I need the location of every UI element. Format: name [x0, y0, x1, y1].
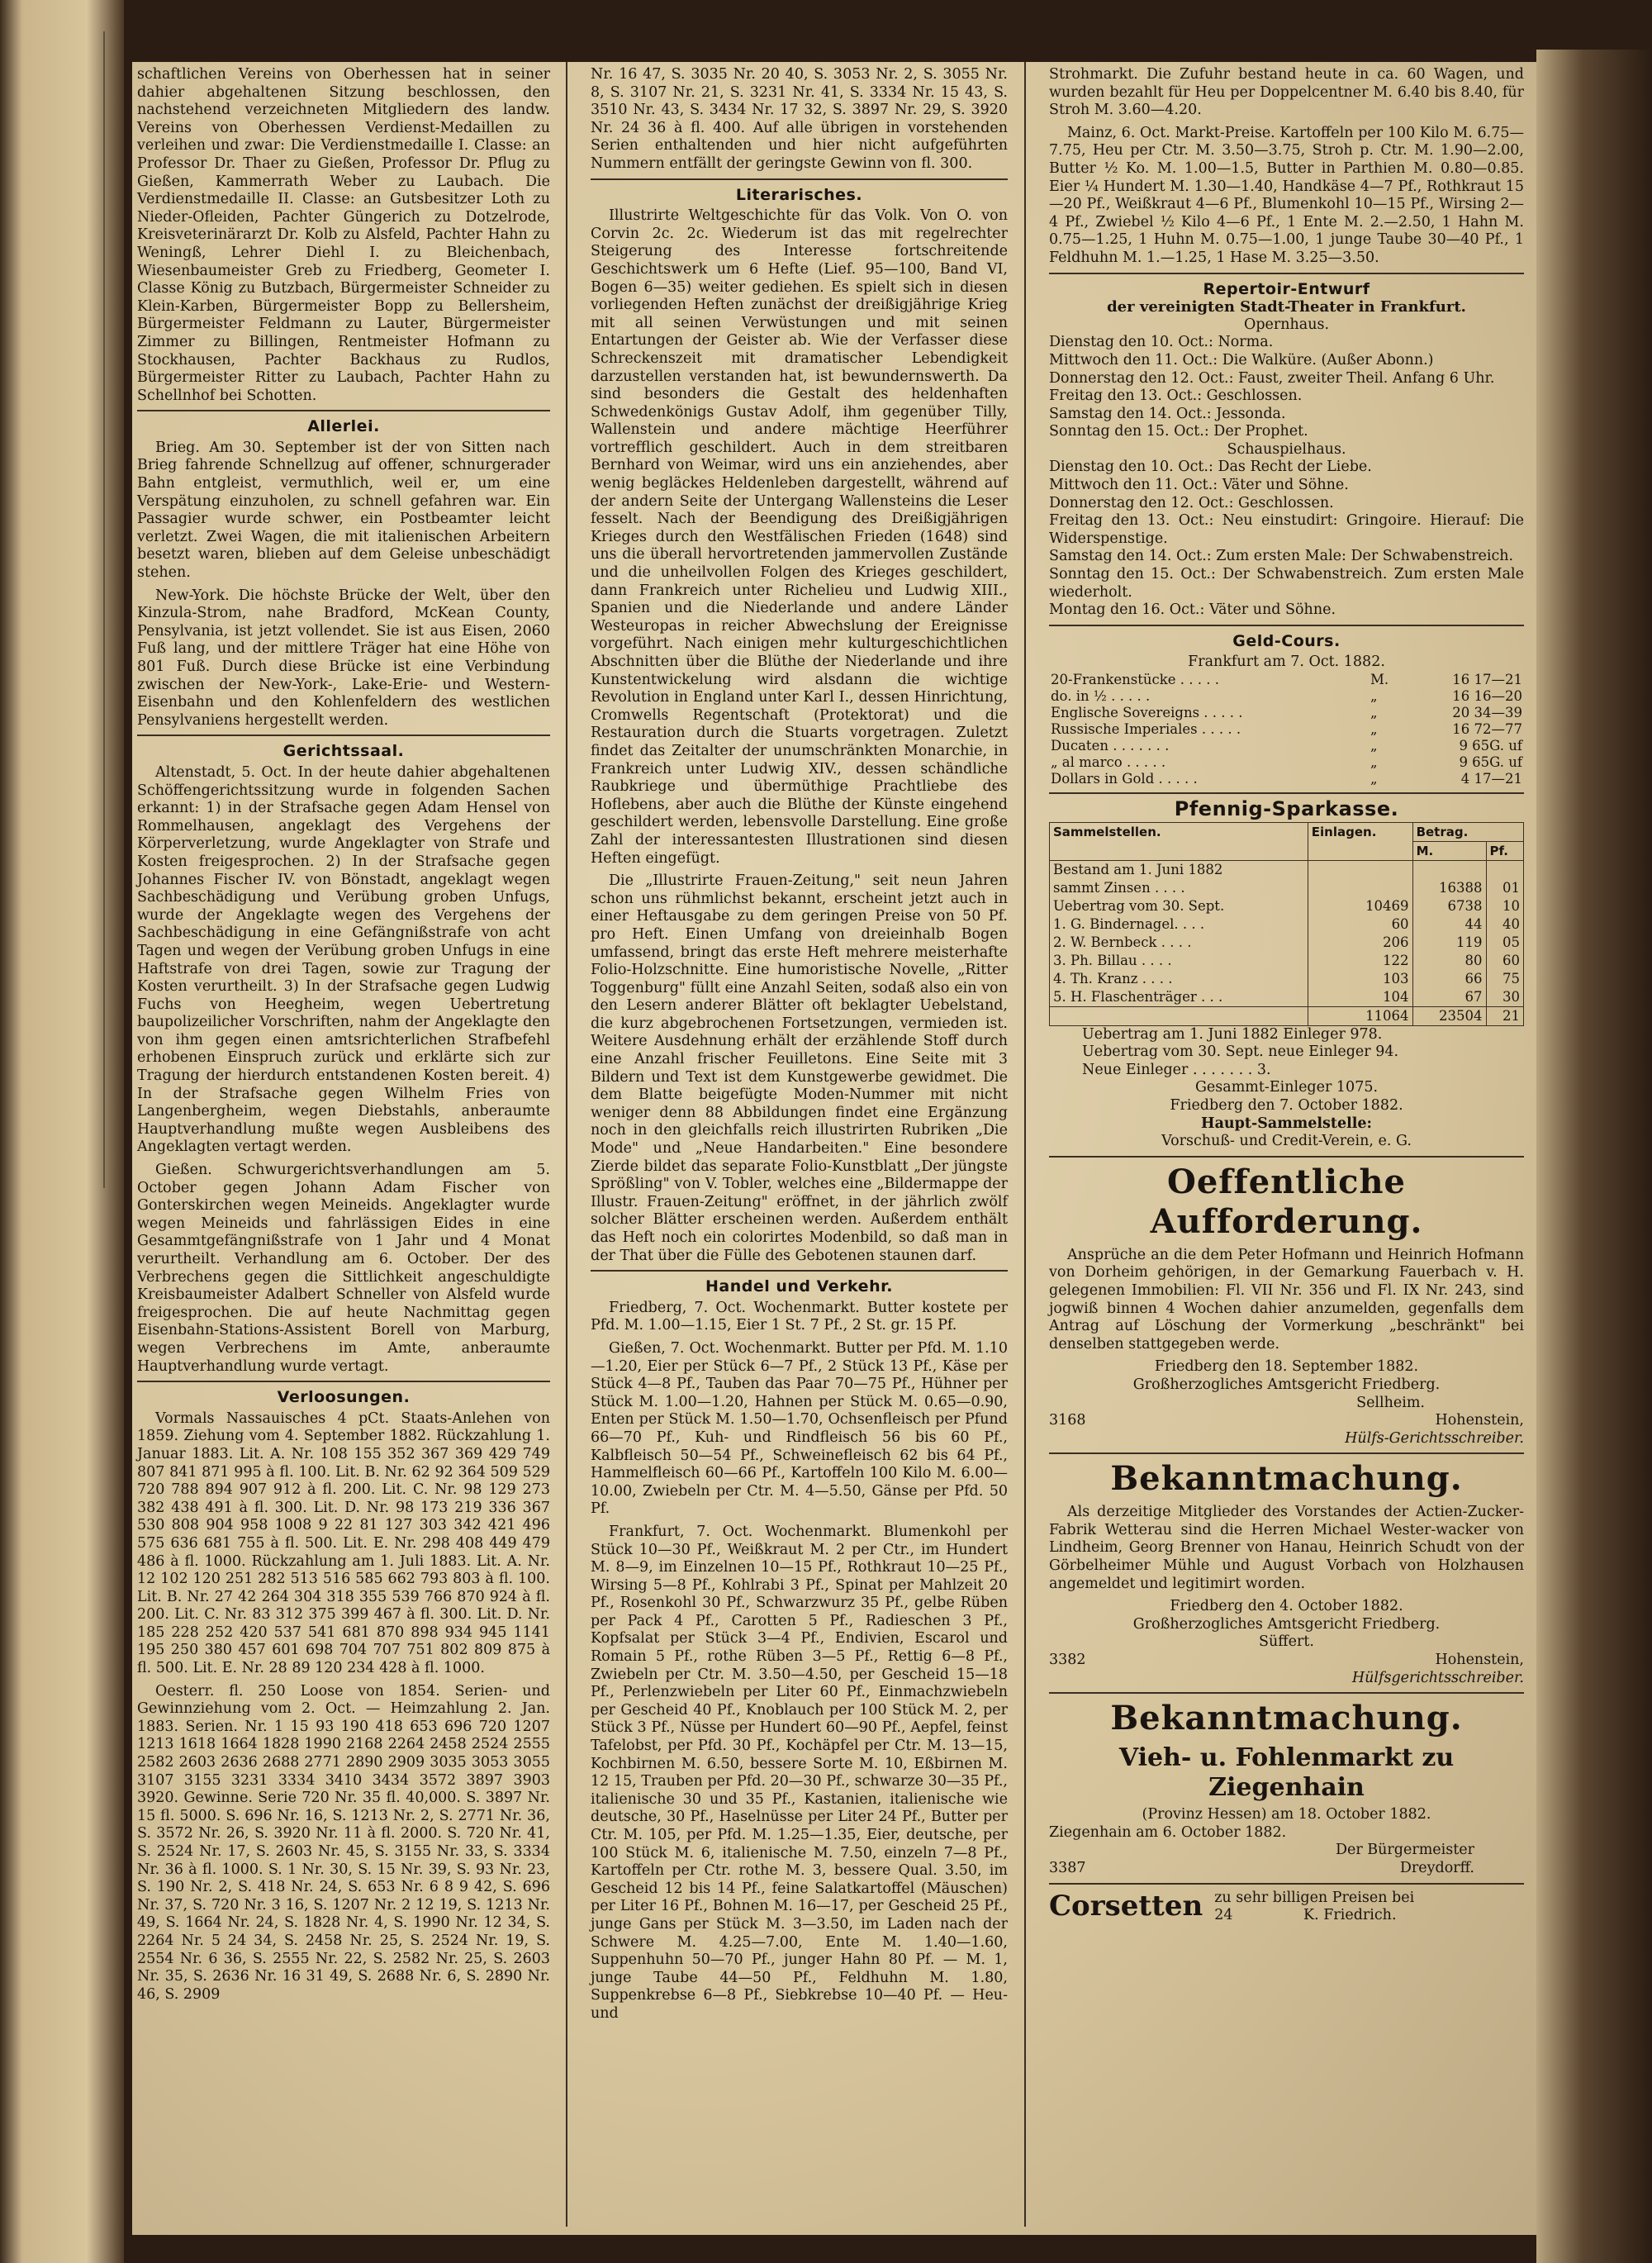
table-row: 1. G. Bindernagel. . . . 60 44 40 — [1050, 915, 1524, 934]
table-row: 3. Ph. Billau . . . . 122 80 60 — [1050, 952, 1524, 970]
col-header: Betrag. — [1412, 822, 1523, 841]
table-row: Englische Sovereigns . . . . . „ 20 34—39 — [1051, 705, 1522, 720]
signature-line: Großherzogliches Amtsgericht Friedberg. — [1132, 1615, 1441, 1633]
markt-title: Vieh- u. Fohlenmarkt zu Ziegenhain — [1118, 1743, 1455, 1803]
oper-item: Dienstag den 10. Oct.: Norma. — [1049, 334, 1274, 351]
geld-table — [1049, 672, 1524, 787]
signature-line: Hülfsgerichtsschreiber. — [1351, 1669, 1524, 1686]
ad-number: 24 — [1214, 1907, 1233, 1924]
bekanntmachung-heading: Bekanntmachung. — [1110, 1699, 1463, 1738]
signature-line: Großherzogliches Amtsgericht Friedberg. — [1132, 1376, 1441, 1393]
ad-number: 3382 — [1049, 1652, 1086, 1669]
geld-date: Frankfurt am 7. Oct. 1882. — [1188, 654, 1385, 671]
spar-note: Gesammt-Einleger 1075. — [1194, 1079, 1379, 1096]
signature-line: Süffert. — [1258, 1633, 1314, 1651]
schau-list — [1049, 459, 1524, 619]
signature-line: Hohenstein, — [1435, 1652, 1524, 1669]
schau-item: Samstag den 14. Oct.: Zum ersten Male: Der Schwabenstreich. — [1049, 548, 1514, 565]
signature-line: Friedberg den 4. October 1882. — [1170, 1598, 1403, 1615]
geld-heading: Geld-Cours. — [1232, 631, 1341, 650]
corsetten-heading: Corsetten — [1049, 1890, 1203, 1923]
corsetten-name: K. Friedrich. — [1303, 1907, 1397, 1924]
allerlei-heading: Allerlei. — [307, 417, 380, 436]
bekanntmachung-text: Als derzeitige Mitglieder des Vorstandes der Actien-Zucker-Fabrik Wetterau sind die Herren Michael Wester-wacker von Lindheim, Georg Brenner von Hanau, Heinrich Schudt von der Görbelheimer Mühle und August Vorbach von Holzhausen angemeldet und legitimirt worden. — [1049, 1504, 1524, 1592]
table-row: do. in ½ . . . . . „ 16 16—20 — [1051, 688, 1522, 704]
column-1 — [137, 66, 550, 2009]
handel-article: Friedberg, 7. Oct. Wochenmarkt. Butter kostete per Pfd. M. 1.00—1.15, Eier 1 St. 7 Pf., 2 St. gr. 15 Pf. — [591, 1299, 1008, 1334]
spar-notes — [1049, 1026, 1524, 1080]
table-row: 11064 23504 21 — [1050, 1006, 1524, 1025]
handel-heading: Handel und Verkehr. — [705, 1277, 893, 1296]
oper-item: Samstag den 14. Oct.: Jessonda. — [1049, 405, 1286, 422]
table-row: Uebertrag vom 30. Sept. 10469 6738 10 — [1050, 897, 1524, 915]
signature-line: Hülfs-Gerichtsschreiber. — [1345, 1429, 1524, 1447]
col-header: M. — [1412, 841, 1486, 860]
aufforderung-text: Ansprüche an die dem Peter Hofmann und Heinrich Hofmann von Dorheim gehörigen, in der Gemarkung Fauerbach v. H. gelegenen Immobilien: Fl. VII Nr. 356 und Fl. IX Nr. 243, sind jogwiß binnen 4 Wochen dahier anzumelden, gegenfalls dem Antrag auf Löschung der Vormerkung „beschränkt" bei denselben stattgegeben werde. — [1049, 1246, 1524, 1353]
schau-item: Mittwoch den 11. Oct.: Väter und Söhne. — [1049, 477, 1349, 494]
schau-item: Dienstag den 10. Oct.: Das Recht der Liebe. — [1049, 459, 1372, 476]
rep-heading: Repertoir-Entwurf — [1203, 279, 1370, 298]
strohmarkt-text: Strohmarkt. Die Zufuhr bestand heute in ca. 60 Wagen, und wurden bezahlt für Heu per Doppelcentner M. 6.40 bis 8.40, für Stroh M. 3.60—4.20. — [1049, 66, 1524, 119]
spar-note: Uebertrag am 1. Juni 1882 Einleger 978. — [1082, 1025, 1383, 1043]
oper-heading: Opernhaus. — [1243, 316, 1330, 333]
oper-item: Mittwoch den 11. Oct.: Die Walküre. (Außer Abonn.) — [1049, 351, 1434, 368]
signature-line: Hohenstein, — [1435, 1412, 1524, 1429]
adjacent-page-gutter — [0, 0, 124, 2263]
verein-text: schaftlichen Vereins von Oberhessen hat in seiner dahier abgehaltenen Sitzung beschlossen, den nachstehend verzeichneten Mitgliedern des landw. Vereins von Oberhessen Verdienst-Medaillen zu verleihen und zwar: Die Verdienstmedaille I. Classe: an Professor Dr. Thaer zu Gießen, Professor Dr. Pflug zu Gießen, Kammerrath Weber zu Laubach. Die Verdienstmedaille II. Classe: an Gutsbesitzer Loth zu Nieder-Ofleiden, Pachter Güngerich zu Dotzelrode, Kreisveterinärarzt Dr. Kolb zu Alsfeld, Pachter Hahn zu Weningß, Lehrer Diehl I. zu Bleichenbach, Wiesenbaumeister Greb zu Friedberg, Geometer I. Classe König zu Butzbach, Bürgermeister Schneider zu Klein-Karben, Bürgermeister Bopp zu Bellersheim, Bürgermeister Feldmann zu Lauter, Bürgermeister Zimmer zu Billingen, Rentmeister Hofmann zu Stockhausen, Pachter Backhaus zu Rudlos, Bürgermeister Ritter zu Laubach, Pachter Hahn zu Schellnhof bei Schotten. — [137, 66, 550, 404]
signature-line: Friedberg den 18. September 1882. — [1154, 1358, 1419, 1376]
verloos-heading: Verloosungen. — [277, 1388, 411, 1407]
table-row: Russische Imperiales . . . . . „ 16 72—77 — [1051, 721, 1522, 737]
lit-heading: Literarisches. — [735, 185, 863, 204]
signature-line: Dreydorff. — [1399, 1860, 1474, 1876]
schau-item: Montag den 16. Oct.: Väter und Söhne. — [1049, 601, 1336, 619]
verloos-article: Oesterr. fl. 250 Loose von 1854. Serien- und Gewinnziehung vom 2. Oct. — Heimzahlung 2. Jan. 1883. Serien. Nr. 1 15 93 190 418 653 696 720 1207 1213 1618 1664 1828 1990 2168 2264 2458 2524 2555 2582 2603 2636 2688 2771 2890 2909 3035 3053 3055 3107 3155 3231 3334 3410 3434 3572 3897 3903 3920. Gewinne. Serie 720 Nr. 35 fl. 40,000. S. 3897 Nr. 15 fl. 5000. S. 696 Nr. 16, S. 1213 Nr. 2, S. 2771 Nr. 36, S. 3572 Nr. 26, S. 3920 Nr. 11 à fl. 2000. S. 720 Nr. 41, S. 2524 Nr. 17, S. 2603 Nr. 45, S. 3155 Nr. 33, S. 3334 Nr. 36 à fl. 1000. S. 1 Nr. 30, S. 15 Nr. 39, S. 93 Nr. 23, S. 190 Nr. 2, S. 418 Nr. 24, S. 653 Nr. 6 8 9 42, S. 696 Nr. 37, S. 720 Nr. 3 16, S. 1207 Nr. 2 12 19, S. 1213 Nr. 49, S. 1664 Nr. 24, S. 1828 Nr. 4, S. 1990 Nr. 12 34, S. 2264 Nr. 5 24 34, S. 2458 Nr. 25, S. 2524 Nr. 19, S. 2554 Nr. 6 36, S. 2555 Nr. 22, S. 2582 Nr. 25, S. 2603 Nr. 35, S. 2636 Nr. 16 31 49, S. 2688 Nr. 6, S. 2890 Nr. 46, S. 2909 — [137, 1682, 550, 2003]
gericht-heading: Gerichtssaal. — [282, 742, 405, 761]
ad-number: 3168 — [1049, 1412, 1086, 1429]
spar-table — [1049, 822, 1524, 1026]
markt-date: Ziegenhain am 6. October 1882. — [1049, 1823, 1287, 1841]
rep-subheading: der vereinigten Stadt-Theater in Frankfurt. — [1107, 298, 1466, 316]
schau-item: Freitag den 13. Oct.: Neu einstudirt: Gringoire. Hierauf: Die Widerspenstige. — [1049, 512, 1524, 547]
spar-note: Uebertrag vom 30. Sept. neue Einleger 94. — [1082, 1044, 1399, 1061]
bekanntmachung-heading: Bekanntmachung. — [1110, 1459, 1463, 1499]
allerlei-article: Brieg. Am 30. September ist der von Sitten nach Brieg fahrende Schnellzug auf offener, schnurgerader Bahn entgleist, vermuthlich, weil er, um eine Verspätung einzuholen, zu schnell gefahren war. Ein Passagier wurde schwer, ein Postbeamter leicht verletzt. Zwei Wagen, die mit italienischen Arbeitern besetzt waren, blieben auf dem Geleise unbeschädigt stehen. — [137, 439, 550, 582]
table-row: 5. H. Flaschenträger . . . 104 67 30 — [1050, 988, 1524, 1007]
table-row: sammt Zinsen . . . . 16388 01 — [1050, 879, 1524, 897]
allerlei-article: New-York. Die höchste Brücke der Welt, über den Kinzula-Strom, nahe Bradford, McKean County, Pensylvania, ist jetzt vollendet. Sie ist aus Eisen, 2060 Fuß lang, und der mittlere Träger hat eine Höhe von 801 Fuß. Durch diese Brücke ist eine Verbindung zwischen der New-York-, Lake-Erie- und Western-Eisenbahn und den Kohlenfeldern des westlichen Pensylvaniens hergestellt werden. — [137, 587, 550, 729]
col-header: Sammelstellen. — [1050, 822, 1308, 860]
verloos-article: Vormals Nassauisches 4 pCt. Staats-Anlehen von 1859. Ziehung vom 4. September 1882. Rückzahlung 1. Januar 1883. Lit. A. Nr. 108 155 352 367 369 429 749 807 841 871 995 à fl. 100. Lit. B. Nr. 62 92 364 509 529 720 788 894 907 912 à fl. 200. Lit. C. Nr. 98 129 273 382 438 491 à fl. 300. Lit. D. Nr. 98 173 219 336 367 530 808 904 958 1008 9 22 81 127 303 342 421 496 575 636 681 755 à fl. 500. Lit. E. Nr. 298 408 449 479 486 à fl. 1000. Rückzahlung am 1. Juli 1883. Lit. A. Nr. 12 102 120 251 282 513 516 585 662 793 803 à fl. 100. Lit. B. Nr. 27 42 264 304 318 355 539 766 870 924 à fl. 200. Lit. C. Nr. 83 312 375 399 467 à fl. 300. Lit. D. Nr. 185 228 252 420 537 541 681 870 898 934 945 1141 195 250 380 457 601 698 704 707 751 802 809 875 à fl. 500. Lit. E. Nr. 28 89 120 234 428 à fl. 1000. — [137, 1410, 550, 1677]
spar-note: Vorschuß- und Credit-Verein, e. G. — [1161, 1133, 1412, 1150]
table-row: „ al marco . . . . . „ 9 65G. uf — [1051, 754, 1522, 770]
spar-note: Neue Einleger . . . . . . . 3. — [1082, 1061, 1271, 1078]
spar-note: Friedberg den 7. October 1882. — [1170, 1096, 1403, 1114]
table-row: 4. Th. Kranz . . . . 103 66 75 — [1050, 970, 1524, 988]
oper-item: Donnerstag den 12. Oct.: Faust, zweiter Theil. Anfang 6 Uhr. — [1049, 369, 1495, 387]
table-row: 20-Frankenstücke . . . . . M. 16 17—21 — [1051, 672, 1522, 687]
schau-item: Sonntag den 15. Oct.: Der Schwabenstreich. Zum ersten Male wiederholt. — [1049, 566, 1524, 601]
column-rule — [1024, 62, 1026, 2227]
signature-line: Der Bürgermeister — [1335, 1842, 1474, 1859]
oper-item: Sonntag den 15. Oct.: Der Prophet. — [1049, 423, 1308, 440]
page-right-edge — [1536, 50, 1652, 2263]
handel-article: Frankfurt, 7. Oct. Wochenmarkt. Blumenkohl per Stück 10—30 Pf., Weißkraut M. 2 per Ctr., im Hundert M. 8—9, im Einzelnen 10—15 Pf., Rothkraut 10—25 Pf., Wirsing 5—8 Pf., Kohlrabi 3 Pf., Spinat per Mahlzeit 20 Pf., Rosenkohl 30 Pf., Schwarzwurz 35 Pf., gelbe Rüben per Pack 4 Pf., Carotten 5 Pf., Radieschen 3 Pf., Kopfsalat per Stück 3—4 Pf., Endivien, Escarol und Romain 5 Pf., rothe Rüben 3—5 Pf., Rettig 6—8 Pf., Zwiebeln per Ctr. M. 3.50—4.50, per Gescheid 15—18 Pf., Perlenzwiebeln per Liter 60 Pf., Einmachzwiebeln per Gescheid 40 Pf., Knoblauch per 100 Stück M. 2, per Stück 3 Pf., Nüsse per Hundert 60—90 Pf., Aepfel, feinst Tafelobst, per Pfd. 30 Pf., Kochäpfel per Ctr. M. 13—15, Kochbirnen M. 6.50, bessere Sorte M. 10, Eßbirnen M. 12 15, Trauben per Pfd. 20—30 Pf., schwarze 30—35 Pf., italienische 30 und 35 Pf., Kastanien, italienische wie deutsche, 30 Pf., Haselnüsse per Liter 24 Pf., Butter per Ctr. M. 105, per Pfd. M. 1.25—1.35, Eier, deutsche, per 100 Stück M. 6, italienische M. 7.50, einzeln 7—8 Pf., Kartoffeln per Ctr. rothe M. 3, bessere Qual. 3.50, im Gescheid 12 bis 14 Pf., feine Salatkartoffel (Mäuschen) per Liter 16 Pf., Bohnen M. 16—17, per Gescheid 25 Pf., junge Gans per Stück M. 3—3.50, im Laden nach der Schwere M. 4.25—7.00, Ente M. 1.40—1.60, Suppenhuhn 50—70 Pf., junger Hahn 80 Pf. — M. 1, junge Taube 44—50 Pf., Feldhuhn M. 1.80, Suppenkrebse 6—8 Pf., Siebkrebse 10—40 Pf. — Heu- und — [591, 1523, 1008, 2022]
column-rule — [566, 62, 567, 2227]
mainz-text: Mainz, 6. Oct. Markt-Preise. Kartoffeln per 100 Kilo M. 6.75—7.75, Heu per Ctr. M. 3.50—3.75, Stroh p. Ctr. M. 1.90—2.00, Butter ½ Ko. M. 1.00—1.5, Butter in Parthien M. 0.80—0.85. Eier ¼ Hundert M. 1.30—1.40, Handkäse 4—7 Pf., Rothkraut 15—20 Pf., Weißkraut 4—6 Pf., Blumenkohl 10—15 Pf., Wirsing 2—4 Pf., Zwiebel ½ Kilo 4—6 Pf., 1 Ente M. 2.—2.50, 1 Hahn M. 0.75—1.25, 1 Huhn M. 0.75—1.00, 1 junge Taube 30—40 Pf., 1 Feldhuhn M. 1.—1.25, 1 Hase M. 3.25—3.50. — [1049, 124, 1524, 266]
gericht-article: Altenstadt, 5. Oct. In der heute dahier abgehaltenen Schöffengerichtssitzung wurde in folgenden Sachen erkannt: 1) in der Strafsache gegen Adam Hensel von Rommelhausen, angeklagt des Vergehens der Körperverletzung, wurde Angeklagter von Strafe und Kosten freigesprochen. 2) In der Strafsache gegen Johannes Fischer IV. von Bönstadt, angeklagt wegen Sachbeschädigung und Verübung groben Unfugs, wurde der Angeklagte wegen des Vergehens der Sachbeschädigung in eine Gefängnißstrafe von acht Tagen und wegen der Verübung groben Unfugs in eine Haftstrafe von drei Tagen, sowie zur Tragung der Kosten verurtheilt. 3) In der Strafsache gegen Ludwig Fuchs von Heegheim, wegen Uebertretung baupolizeilicher Vorschriften, nahm der Angeklagte den von ihm gegen einen amtsrichterlichen Strafbefehl erhobenen Einspruch zurück und erklärte sich zur Tragung der hierdurch entstandenen Kosten bereit. 4) In der Strafsache gegen Wilhelm Fries von Langenbergheim, wegen Diebstahls, anberaumte Hauptverhandlung mußte wegen Ausbleibens des Angeklagten vertagt werden. — [137, 763, 550, 1156]
ad-number: 3387 — [1049, 1860, 1086, 1876]
schau-item: Donnerstag den 12. Oct.: Geschlossen. — [1049, 494, 1334, 511]
table-row: Ducaten . . . . . . . „ 9 65G. uf — [1051, 738, 1522, 754]
table-row: Dollars in Gold . . . . . „ 4 17—21 — [1051, 771, 1522, 787]
signature-line: Sellheim. — [1356, 1394, 1425, 1411]
corsetten-text: zu sehr billigen Preisen bei — [1214, 1889, 1415, 1906]
handel-article: Gießen, 7. Oct. Wochenmarkt. Butter per Pfd. M. 1.10—1.20, Eier per Stück 6—7 Pf., 2 Stück 13 Pf., Käse per Stück 4—8 Pf., Tauben das Paar 70—75 Pf., Hühner per Stück M. 1.00—1.20, Hahnen per Stück M. 0.65—0.90, Enten per Stück M. 1.50—1.70, Ochsenfleisch per Pfund 66—70 Pf., Kuh- und Rindfleisch 56 bis 60 Pf., Kalbfleisch 50—54 Pf., Schweinefleisch 62 bis 64 Pf., Hammelfleisch 60—66 Pf., Kartoffeln 100 Kilo M. 6.00—10.00, Zwiebeln per Ctr. M. 4—5.50, Gänse per Pfd. 50 Pf. — [591, 1339, 1008, 1518]
oper-item: Freitag den 13. Oct.: Geschlossen. — [1049, 387, 1303, 405]
corsetten-ad — [1049, 1890, 1524, 1925]
gericht-article: Gießen. Schwurgerichtsverhandlungen am 5. October gegen Johann Adam Fischer von Gonterskirchen wegen Meineids. Angeklagter wurde wegen Meineids und fahrlässigen Eides in eine Gesammtgefängnißstrafe von 1 Jahr und 4 Monat verurtheilt. Verhandlung am 6. October. Der des Verbrechens gegen die Sittlichkeit angeschuldigte Kreisbaumeister Adalbert Schneller von Alsfeld wurde freigesprochen. Die auf heute Nachmittag gegen Eisenbahn-Stations-Assistent Borell von Marburg, wegen Verbrechens im Amte, anberaumte Hauptverhandlung wurde vertagt. — [137, 1162, 550, 1375]
newspaper-page — [132, 62, 1536, 2235]
table-row: Bestand am 1. Juni 1882 — [1050, 860, 1524, 879]
schau-heading: Schauspielhaus. — [1227, 440, 1346, 458]
oper-list — [1049, 334, 1524, 441]
aufforderung-heading: Oeffentliche Aufforderung. — [1150, 1162, 1423, 1241]
lit-article: Illustrirte Weltgeschichte für das Volk. Von O. von Corvin 2c. 2c. Wiederum ist das mit regelrechter Steigerung des Interesse fortschreitende Geschichtswerk um 6 Hefte (Lief. 95—100, Band VI, Bogen 6—35) weiter gediehen. Es spielt sich in diesen vorliegenden Heften zunächst der dreißigjährige Krieg mit all seinen Verwüstungen und mit seinen Entartungen der Geister ab. Wie der Verfasser diese Schreckenszeit mit dramatischer Lebendigkeit darzustellen verstanden hat, ist bewundernswerth. Da sind besonders die Gestalt des heldenhaften Schwedenkönigs Gustav Adolf, ihm gegenüber Tilly, Wallenstein und andere mächtige Heerführer vortrefflich geschildert. Auch in dem streitbaren Bernhard von Weimar, wird uns ein anziehendes, aber wenig begläckes Heldenleben dargestellt, während auf der andern Seite der Untergang Wallensteins die Leser fesselt. Nach der Beendigung des Dreißigjährigen Krieges durch den Westfälischen Frieden (1648) sind uns die überall hervortretenden jammervollen Zustände und die unheilvollen Folgen des Krieges geschildert, dann Frankreich unter Richelieu und Ludwig XIII., Spanien und die Niederlande und andere Länder Westeuropas in reicher Abwechslung der Ereignisse vorgeführt. Nach einigen mehr kulturgeschichtlichen Abschnitten über die Blüthe der Niederlande und ihre Kunstentwickelung wird alsdann die wichtige Revolution in England unter Karl I., dessen Hinrichtung, Cromwells Regentschaft (Protektorat) und die Restauration durch die Stuarts vorgetragen. Zuletzt findet das Zeitalter der unumschränkten Monarchie, in Frankreich unter Ludwig XIV., dessen schändliche Raubkriege und übermüthige Prachtliebe des Hoflebens, aber auch die Blüthe der Künste eingehend geschildert werden, lebensvolle Darstellung. Eine große Zahl der interessantesten Illustrationen sind diesen Heften eingefügt. — [591, 207, 1008, 867]
spar-heading: Pfennig-Sparkasse. — [1174, 797, 1399, 820]
lit-article: Die „Illustrirte Frauen-Zeitung," seit neun Jahren schon uns rühmlichst bekannt, erscheint jetzt auch in einer Heftausgabe zu dem geringen Preise von 50 Pf. pro Heft. Einen Umfang von dreieinhalb Bogen umfassend, bringt das erste Heft mehrere meisterhafte Folio-Holzschnitte. Eine humoristische Novelle, „Ritter Toggenburg" füllt eine Anzahl Seiten, sodaß also ein von den Lesern anderer Blätter oft beklagter Uebelstand, die kurz abgebrochenen Fortsetzungen, vermieden ist. Weitere Ausdehnung erhält der erzählende Stoff durch eine Anzahl frischer Feuilletons. Eine Seite mit 3 Bildern und Text ist dem Kunstgewerbe gewidmet. Die dem Blatte beigefügte Moden-Nummer mit nicht weniger denn 88 Abbildungen findet eine Ergänzung noch in den gleichfalls reich illustrirten Rubriken „Die Mode" und „Neue Handarbeiten." Eine besondere Zierde bildet das separate Folio-Kunstblatt „Der jüngste Sprößling" von V. Tobler, welches eine „Bildermappe der Illustr. Frauen-Zeitung" eröffnet, in der jährlich zwölf solcher Blätter erscheinen werden. Außerdem enthält das Heft noch ein colorirtes Modenbild, so daß man in der That über die Fülle des Gebotenen staunen darf. — [591, 872, 1008, 1264]
col-header: Pf. — [1486, 841, 1523, 860]
column-3 — [1049, 66, 1524, 1925]
spar-note: Haupt-Sammelstelle: — [1201, 1115, 1372, 1132]
verloos-continued: Nr. 16 47, S. 3035 Nr. 20 40, S. 3053 Nr. 2, S. 3055 Nr. 8, S. 3107 Nr. 21, S. 3231 Nr. 41, S. 3334 Nr. 15 43, S. 3510 Nr. 43, S. 3434 Nr. 17 32, S. 3897 Nr. 29, S. 3920 Nr. 24 36 à fl. 400. Auf alle übrigen in vorstehenden Serien enthaltenden und hier nicht aufgeführten Nummern entfällt der geringste Gewinn von fl. 300. — [591, 66, 1008, 172]
markt-subtitle: (Provinz Hessen) am 18. October 1882. — [1142, 1806, 1431, 1823]
column-2 — [591, 66, 1008, 2028]
table-row: 2. W. Bernbeck . . . . 206 119 05 — [1050, 934, 1524, 952]
col-header: Einlagen. — [1308, 822, 1412, 860]
